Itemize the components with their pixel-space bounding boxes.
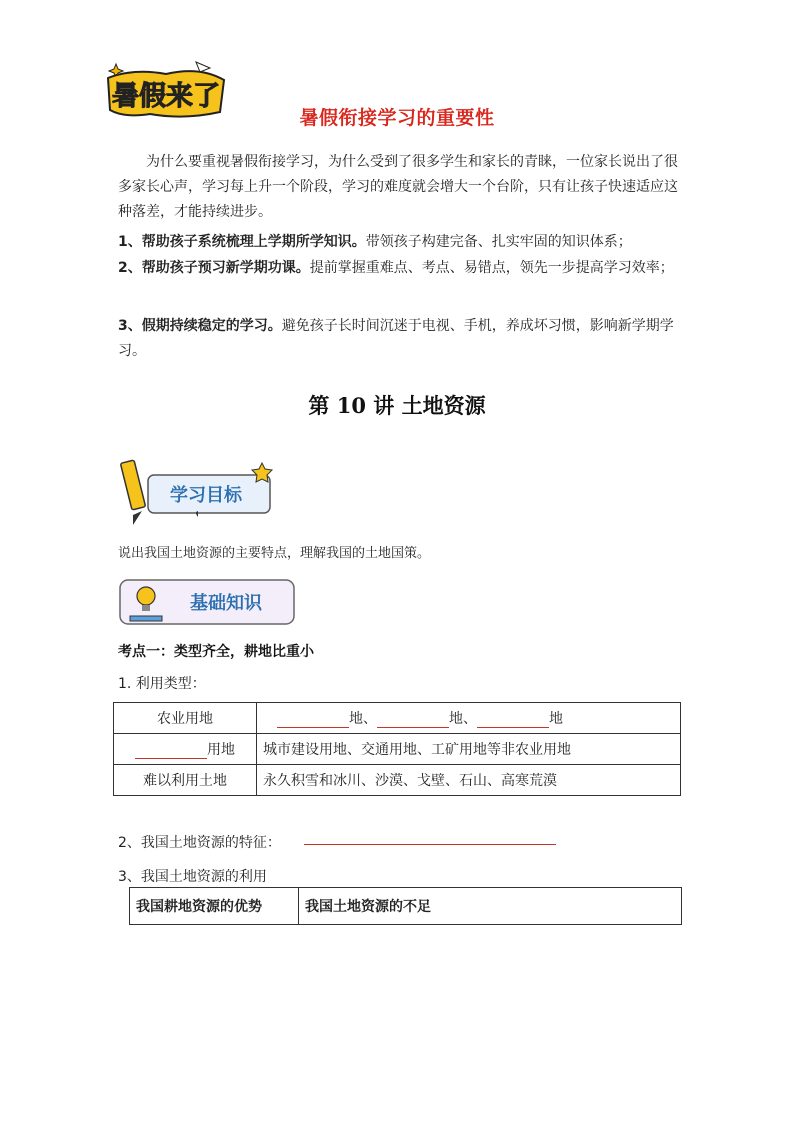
basic-badge-label: 基础知识 bbox=[190, 593, 262, 614]
point-2-bold: 帮助孩子预习新学期功课。 bbox=[141, 260, 310, 276]
table-row bbox=[130, 888, 682, 925]
table-row bbox=[114, 765, 681, 796]
lesson-title: 第 10 讲 土地资源 bbox=[308, 393, 486, 418]
shortage-header: 我国土地资源的不足 bbox=[299, 888, 682, 925]
construction-land-value: 城市建设用地、交通用地、工矿用地等非农业用地 bbox=[257, 734, 681, 765]
logo-text: 暑假来了 bbox=[112, 81, 220, 112]
point-2 bbox=[118, 256, 680, 281]
blank-suffix: 地、 bbox=[449, 711, 477, 727]
blank-field[interactable] bbox=[477, 711, 549, 728]
unusable-land-value: 永久积雪和冰川、沙漠、戈壁、石山、高寒荒漠 bbox=[257, 765, 681, 796]
point-3-num: 3、 bbox=[118, 318, 142, 334]
keypoint-1-title: 考点一：类型齐全，耕地比重小 bbox=[118, 644, 314, 660]
point-1-num: 1、 bbox=[118, 234, 142, 250]
intro-paragraph: 为什么要重视暑假衔接学习，为什么受到了很多学生和家长的青睐，一位家长说出了很多家长心声，学习每上升一个阶段，学习的难度就会增大一个台阶，只有让孩子快速适应这种落差，才能持续进步。 bbox=[118, 154, 678, 220]
point-3-bold: 假期持续稳定的学习。 bbox=[141, 318, 282, 334]
land-use-table bbox=[113, 702, 681, 796]
goal-text: 说出我国土地资源的主要特点，理解我国的土地国策。 bbox=[118, 546, 431, 561]
blank-field[interactable] bbox=[377, 711, 449, 728]
point-1-bold: 帮助孩子系统梳理上学期所学知识。 bbox=[141, 234, 366, 250]
point-1 bbox=[118, 230, 680, 255]
basic-knowledge-badge bbox=[118, 578, 296, 626]
blank-field[interactable] bbox=[304, 833, 556, 845]
blank-suffix: 地 bbox=[549, 711, 563, 727]
agri-land-label: 农业用地 bbox=[114, 703, 257, 734]
pencil-icon bbox=[120, 460, 145, 525]
point-2-num: 2、 bbox=[118, 260, 142, 276]
blank-suffix: 地、 bbox=[349, 711, 377, 727]
blank-field[interactable] bbox=[135, 742, 207, 759]
blank-suffix: 用地 bbox=[207, 742, 235, 758]
point-3 bbox=[118, 314, 680, 364]
paper-plane-icon bbox=[196, 62, 210, 72]
unusable-land-label: 难以利用土地 bbox=[114, 765, 257, 796]
land-utilization-table bbox=[129, 887, 682, 925]
table-row bbox=[114, 703, 681, 734]
page-heading: 暑假衔接学习的重要性 bbox=[299, 107, 495, 129]
construction-land-label bbox=[114, 734, 257, 765]
table-row bbox=[114, 734, 681, 765]
agri-land-blanks bbox=[257, 703, 681, 734]
point-3-text: 避免孩子长时间沉迷于电视、手机，养成坏习惯，影响新学期学习。 bbox=[118, 318, 674, 359]
question-2: 2、我国土地资源的特征： bbox=[118, 835, 281, 851]
point-1-text: 带领孩子构建完备、扎实牢固的知识体系； bbox=[365, 234, 632, 250]
question-3: 3、我国土地资源的利用 bbox=[118, 869, 267, 885]
advantage-header: 我国耕地资源的优势 bbox=[130, 888, 299, 925]
goal-badge-label: 学习目标 bbox=[170, 485, 242, 506]
blank-field[interactable] bbox=[277, 711, 349, 728]
learning-goal-badge bbox=[116, 457, 282, 525]
point-2-text: 提前掌握重难点、考点、易错点，领先一步提高学习效率； bbox=[309, 260, 674, 276]
question-1: 1. 利用类型： bbox=[118, 676, 206, 692]
